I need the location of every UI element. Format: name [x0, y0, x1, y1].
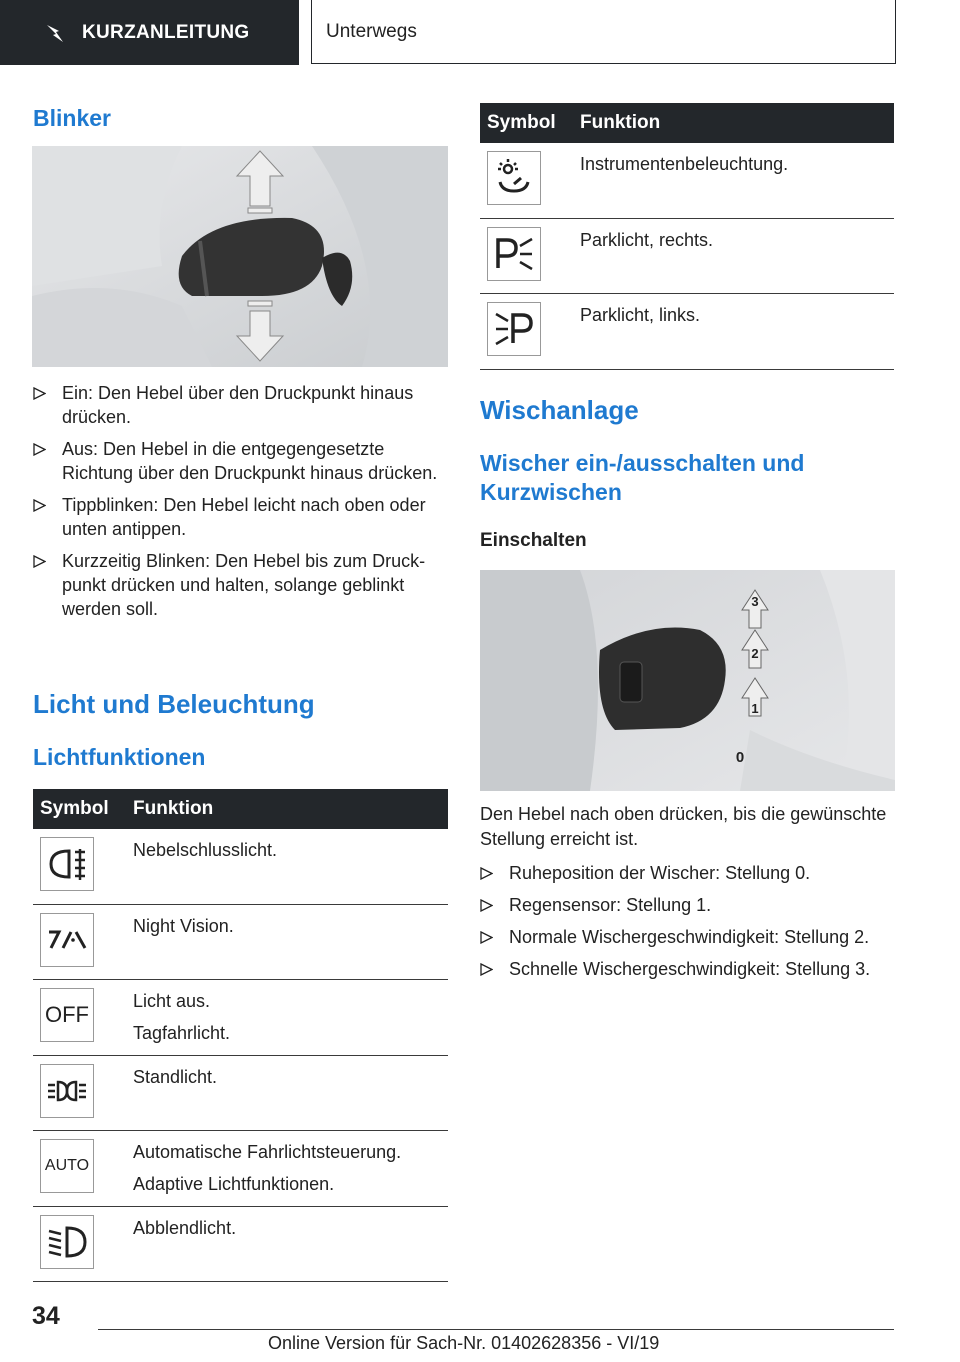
chapter-label: Unterwegs: [326, 20, 417, 42]
einschalten-heading: Einschalten: [480, 530, 587, 551]
row-text: Parklicht, links.: [580, 305, 701, 325]
licht-heading: Licht und Beleuchtung: [33, 689, 315, 719]
row-text: Abblendlicht.: [133, 1217, 237, 1238]
wischanlage-heading: Wischanlage: [480, 395, 639, 425]
row-text: Nebelschlusslicht.: [133, 840, 278, 860]
list-item: Regensensor: Stellung 1.: [480, 893, 900, 917]
list-item: Ruheposition der Wischer: Stellung 0.: [480, 861, 900, 885]
table-header: [480, 103, 894, 143]
lichtfunktionen-heading: Lichtfunktionen: [33, 744, 206, 770]
wischer-heading: Wischer ein-/ausschalten und Kurzwischen: [480, 450, 805, 505]
night-vision-icon: [40, 913, 94, 967]
bullet-triangle-icon: [33, 555, 46, 568]
parking-light-icon: [40, 1064, 94, 1118]
list-item: Schnelle Wischergeschwindigkeit: Stellung 3.: [480, 957, 900, 981]
col-symbol: Symbol: [40, 798, 109, 819]
instrument-lights-table: [480, 103, 894, 370]
list-item: Kurzzeitig Blinken: Den Hebel bis zum Druckpunkt drücken und halten, solange geblinkt werden soll.: [33, 549, 448, 621]
section-label: KURZANLEITUNG: [82, 21, 250, 43]
position-0-label: 0: [735, 749, 745, 766]
col-function: Funktion: [133, 798, 214, 819]
row-text: Adaptive Lichtfunktionen.: [133, 1174, 335, 1194]
table-row: [33, 1207, 448, 1283]
blinker-bullet-list: [33, 381, 448, 621]
bullet-triangle-icon: [480, 963, 493, 976]
row-text: Licht aus.: [133, 991, 211, 1011]
row-text: Tagfahrlicht.: [133, 1023, 231, 1043]
table-row: [33, 905, 448, 981]
row-text: Instrumentenbeleuchtung.: [580, 154, 789, 174]
table-row: [480, 219, 894, 295]
table-row: [480, 143, 894, 219]
bullet-triangle-icon: [480, 899, 493, 912]
bullet-triangle-icon: [33, 443, 46, 456]
col-function: Funktion: [580, 112, 661, 133]
bullet-triangle-icon: [33, 387, 46, 400]
auto-icon: AUTO: [40, 1139, 94, 1193]
table-row: [33, 1131, 448, 1207]
light-functions-table: [33, 789, 448, 1282]
low-beam-icon: [40, 1215, 94, 1269]
lightning-icon: [44, 22, 66, 44]
position-2-label: 2: [751, 646, 759, 661]
fog-rear-light-icon: [40, 837, 94, 891]
bullet-triangle-icon: [480, 867, 493, 880]
parking-light-left-icon: [487, 302, 541, 356]
table-row: [33, 980, 448, 1056]
turn-signal-lever-image: [32, 146, 448, 367]
section-tab[interactable]: [0, 0, 299, 65]
wiper-lever-image: [480, 570, 895, 791]
list-item: Ein: Den Hebel über den Druckpunkt hinaus drücken.: [33, 381, 448, 429]
wiper-bullet-list: [480, 861, 900, 981]
blinker-heading: Blinker: [33, 105, 111, 131]
footer-text: Online Version für Sach-Nr. 01402628356 - VI/19: [268, 1333, 660, 1353]
bullet-triangle-icon: [33, 499, 46, 512]
col-symbol: Symbol: [487, 112, 556, 133]
chapter-tab[interactable]: [311, 0, 896, 64]
list-item: Aus: Den Hebel in die entgegengesetzte Richtung über den Druckpunkt hinaus drücken.: [33, 437, 448, 485]
page-number: 34: [32, 1302, 60, 1330]
table-row: [33, 1056, 448, 1132]
bullet-triangle-icon: [480, 931, 493, 944]
off-icon: OFF: [40, 988, 94, 1042]
position-3-label: 3: [751, 594, 759, 609]
wiper-instruction-text: Den Hebel nach oben drücken, bis die gewünschte Stellung erreicht ist.: [480, 804, 887, 849]
table-header: [33, 789, 448, 829]
parking-light-right-icon: [487, 227, 541, 281]
list-item: Normale Wischergeschwindigkeit: Stellung 2.: [480, 925, 900, 949]
table-row: [480, 294, 894, 370]
row-text: Night Vision.: [133, 915, 234, 936]
row-text: Automatische Fahrlichtsteuerung.: [133, 1142, 402, 1162]
list-item: Tippblinken: Den Hebel leicht nach oben oder unten antippen.: [33, 493, 448, 541]
row-text: Standlicht.: [133, 1066, 218, 1087]
table-row: [33, 829, 448, 905]
position-1-label: 1: [751, 701, 759, 716]
footer-divider: [98, 1329, 894, 1330]
row-text: Parklicht, rechts.: [580, 229, 714, 250]
instrument-lighting-icon: [487, 151, 541, 205]
